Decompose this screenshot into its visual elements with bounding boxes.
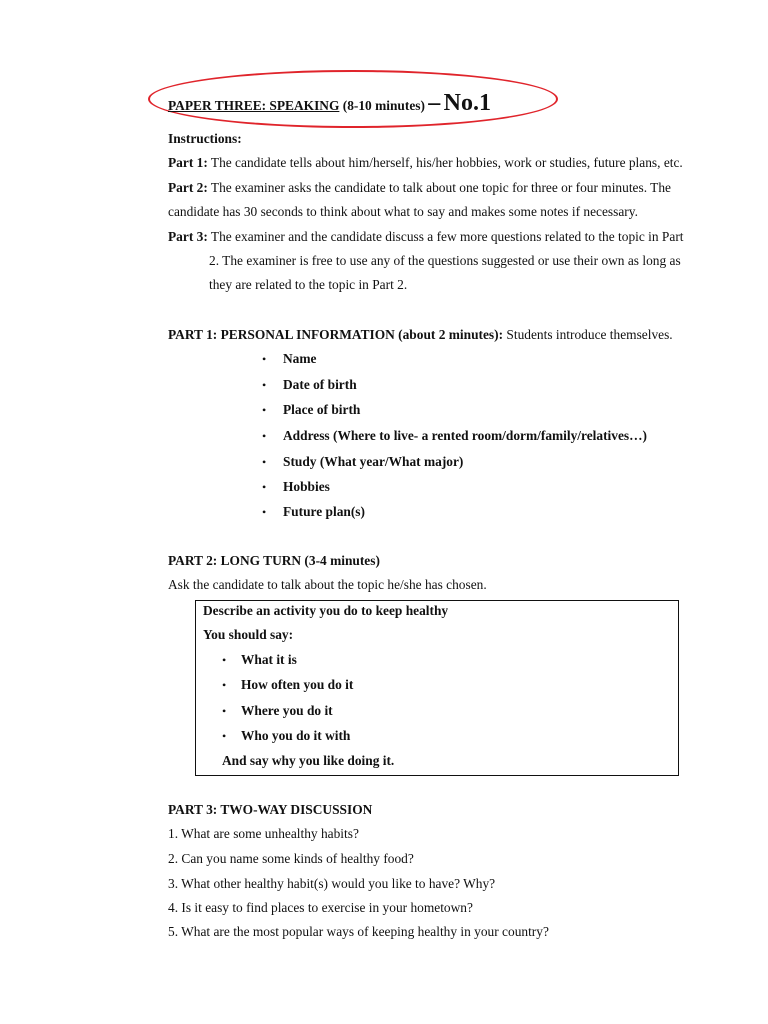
question-item: 4. Is it easy to find places to exercise in your hometown? bbox=[168, 900, 473, 915]
part2-intro: Ask the candidate to talk about the topic he/she has chosen. bbox=[168, 577, 487, 592]
bullet-icon: • bbox=[222, 653, 227, 667]
card-closing: And say why you like doing it. bbox=[222, 753, 395, 768]
list-item: Future plan(s) bbox=[283, 504, 365, 519]
paper-duration: (8-10 minutes) bbox=[342, 98, 425, 113]
part1-section-heading bbox=[168, 327, 673, 343]
bullet-icon: • bbox=[222, 704, 227, 718]
list-item: Hobbies bbox=[283, 479, 330, 494]
instruction-part3 bbox=[168, 229, 684, 245]
question-item: 3. What other healthy habit(s) would you like to have? Why? bbox=[168, 876, 496, 891]
page-title bbox=[168, 90, 491, 117]
part3-text-line1: The examiner and the candidate discuss a few more questions related to the topic in Part bbox=[207, 229, 684, 244]
question-item: 1. What are some unhealthy habits? bbox=[168, 826, 359, 841]
list-item: Date of birth bbox=[283, 377, 357, 392]
part2-heading: PART 2: LONG TURN (3-4 minutes) bbox=[168, 553, 380, 568]
card-prompt: You should say: bbox=[203, 627, 294, 642]
part3-heading: PART 3: TWO-WAY DISCUSSION bbox=[168, 802, 373, 817]
list-item: Name bbox=[283, 351, 317, 366]
part1-label: Part 1: bbox=[168, 155, 208, 170]
bullet-icon: • bbox=[262, 505, 267, 519]
bullet-icon: • bbox=[262, 378, 267, 392]
paper-number: No.1 bbox=[443, 90, 491, 116]
instruction-part2 bbox=[168, 180, 671, 196]
part1-intro: Students introduce themselves. bbox=[503, 327, 673, 342]
instruction-part1 bbox=[168, 155, 683, 171]
card-item: What it is bbox=[241, 652, 297, 667]
card-item: How often you do it bbox=[241, 677, 354, 692]
list-item: Place of birth bbox=[283, 402, 361, 417]
bullet-icon: • bbox=[222, 729, 227, 743]
part2-text-line1: The examiner asks the candidate to talk about one topic for three or four minutes. The bbox=[207, 180, 671, 195]
question-item: 5. What are the most popular ways of keeping healthy in your country? bbox=[168, 924, 549, 939]
bullet-icon: • bbox=[262, 455, 267, 469]
instructions-heading: Instructions: bbox=[168, 131, 242, 146]
bullet-icon: • bbox=[262, 429, 267, 443]
bullet-icon: • bbox=[262, 352, 267, 366]
paper-title: PAPER THREE: SPEAKING bbox=[168, 98, 340, 113]
part1-heading: PART 1: PERSONAL INFORMATION (about 2 minutes): bbox=[168, 327, 504, 342]
part2-text-line2: candidate has 30 seconds to think about what to say and makes some notes if necessary. bbox=[168, 204, 638, 219]
question-item: 2. Can you name some kinds of healthy food? bbox=[168, 851, 414, 866]
paper-dash: – bbox=[428, 90, 441, 116]
part2-label: Part 2: bbox=[168, 180, 208, 195]
card-item: Who you do it with bbox=[241, 728, 351, 743]
part1-text: The candidate tells about him/herself, his/her hobbies, work or studies, future plans, etc. bbox=[207, 155, 683, 170]
bullet-icon: • bbox=[262, 403, 267, 417]
list-item: Study (What year/What major) bbox=[283, 454, 464, 469]
part3-label: Part 3: bbox=[168, 229, 208, 244]
list-item: Address (Where to live- a rented room/dorm/family/relatives…) bbox=[283, 428, 647, 443]
bullet-icon: • bbox=[222, 678, 227, 692]
card-item: Where you do it bbox=[241, 703, 333, 718]
part3-text-line2: 2. The examiner is free to use any of the questions suggested or use their own as long as bbox=[209, 253, 681, 268]
part3-text-line3: they are related to the topic in Part 2. bbox=[209, 277, 408, 292]
card-title: Describe an activity you do to keep healthy bbox=[203, 603, 449, 618]
bullet-icon: • bbox=[262, 480, 267, 494]
